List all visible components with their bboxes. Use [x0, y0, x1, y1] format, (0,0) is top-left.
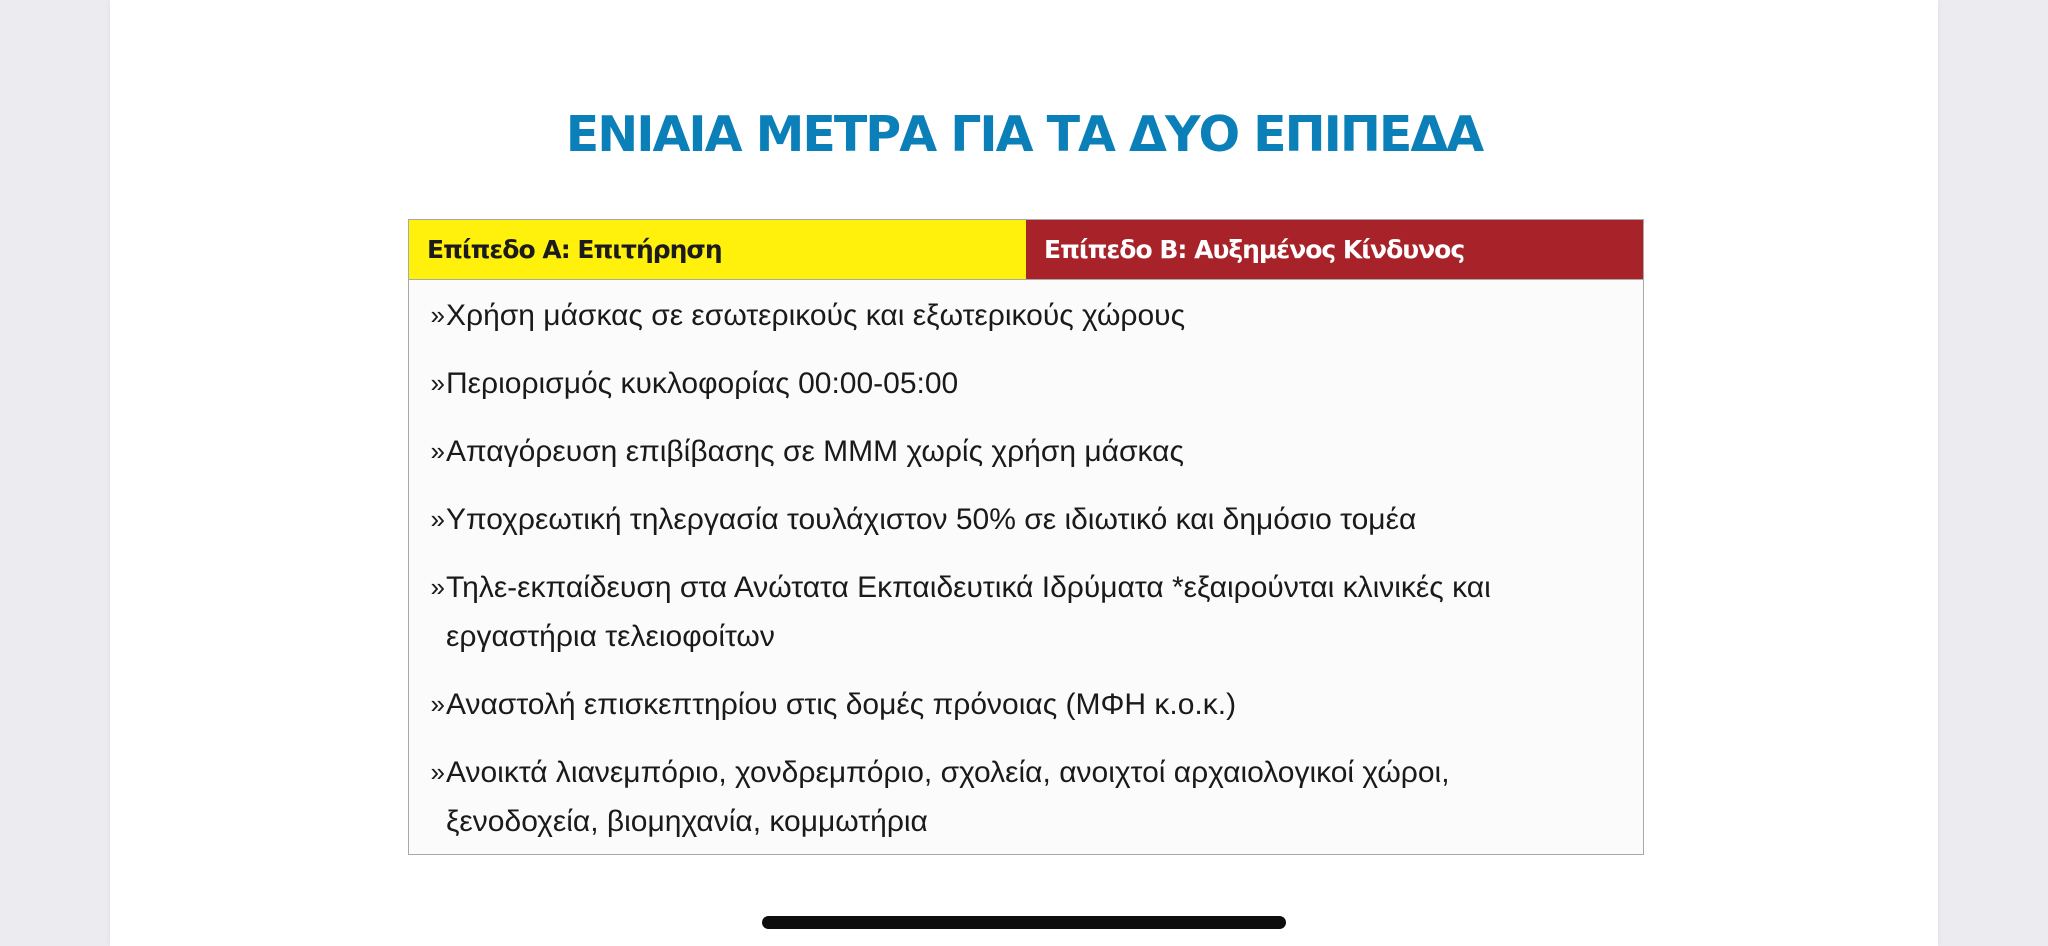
page-title: ΕΝΙΑΙΑ ΜΕΤΡΑ ΓΙΑ ΤΑ ΔΥΟ ΕΠΙΠΕΔΑ: [565, 106, 1483, 163]
measure-text: Χρήση μάσκας σε εσωτερικούς και εξωτερικούς χώρους: [446, 299, 1186, 332]
bullet-marker: »: [430, 757, 445, 787]
measure-text: Περιορισμός κυκλοφορίας 00:00-05:00: [446, 367, 959, 400]
bullet-marker: »: [430, 572, 445, 602]
bullet-marker: »: [430, 368, 445, 398]
home-indicator-bar[interactable]: [762, 916, 1286, 929]
level-a-header: Επίπεδο Α: Επιτήρηση: [409, 220, 1026, 279]
measure-text: Αναστολή επισκεπτηρίου στις δομές πρόνοιας (ΜΦΗ κ.ο.κ.): [446, 688, 1237, 721]
list-item: [409, 291, 1643, 340]
levels-header: [409, 220, 1643, 280]
list-item: [409, 680, 1643, 729]
bullet-marker: »: [430, 300, 445, 330]
list-item: [409, 495, 1643, 544]
measures-list: [409, 280, 1643, 854]
document-page: [110, 0, 1938, 946]
level-b-header: Επίπεδο Β: Αυξημένος Κίνδυνος: [1026, 220, 1643, 279]
bullet-marker: »: [430, 504, 445, 534]
measure-text: Ανοικτά λιανεμπόριο, χονδρεμπόριο, σχολεία, ανοιχτοί αρχαιολογικοί χώροι, ξενοδοχεία, βιομηχανία, κομμωτήρια: [446, 756, 1450, 838]
list-item: [409, 359, 1643, 408]
bullet-marker: »: [430, 436, 445, 466]
measure-text: Απαγόρευση επιβίβασης σε ΜΜΜ χωρίς χρήση μάσκας: [446, 435, 1184, 468]
list-item: [409, 748, 1643, 846]
list-item: [409, 427, 1643, 476]
measure-text: Τηλε-εκπαίδευση στα Ανώτατα Εκπαιδευτικά Ιδρύματα *εξαιρούνται κλινικές και εργαστήρια τελειοφοίτων: [446, 571, 1491, 653]
list-item: [409, 563, 1643, 661]
bullet-marker: »: [430, 689, 445, 719]
measures-table: [408, 219, 1644, 855]
measure-text: Υποχρεωτική τηλεργασία τουλάχιστον 50% σε ιδιωτικό και δημόσιο τομέα: [446, 503, 1417, 536]
